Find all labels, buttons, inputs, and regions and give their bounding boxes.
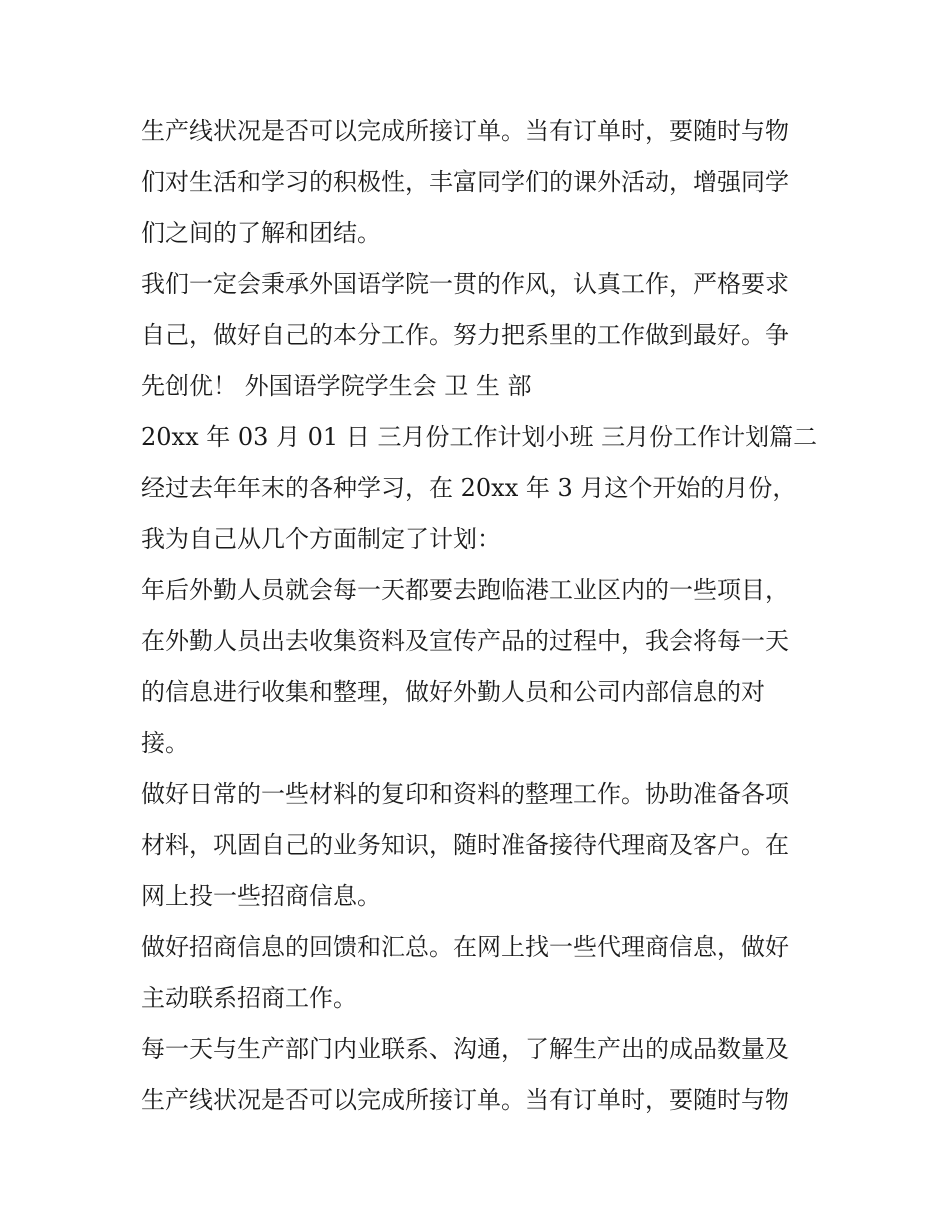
document-body (141, 106, 821, 1126)
text-line: 们对生活和学习的积极性，丰富同学们的课外活动，增强同学 (141, 168, 789, 196)
text-line: 自己，做好自己的本分工作。努力把系里的工作做到最好。争 (141, 321, 789, 349)
text-line: 网上投一些招商信息。 (141, 882, 381, 910)
text-line: 做好日常的一些材料的复印和资料的整理工作。协助准备各项 (141, 780, 789, 808)
text-line: 经过去年年末的各种学习，在 20xx 年 3 月这个开始的月份， (141, 474, 797, 502)
paragraph-2 (141, 259, 821, 412)
text-line: 在外勤人员出去收集资料及宣传产品的过程中，我会将每一天 (141, 627, 789, 655)
text-line: 生产线状况是否可以完成所接订单。当有订单时，要随时与物 (141, 1086, 789, 1114)
text-line: 每一天与生产部门内业联系、沟通，了解生产出的成品数量及 (141, 1035, 789, 1063)
text-line: 主动联系招商工作。 (141, 984, 357, 1012)
text-line: 做好招商信息的回馈和汇总。在网上找一些代理商信息，做好 (141, 933, 789, 961)
paragraph-7 (141, 1024, 821, 1126)
paragraph-6 (141, 922, 821, 1024)
text-line: 先创优！ 外国语学院学生会 卫 生 部 (141, 372, 532, 400)
paragraph-5 (141, 769, 821, 922)
text-line: 20xx 年 03 月 01 日 三月份工作计划小班 三月份工作计划篇二 (141, 423, 818, 451)
text-line: 生产线状况是否可以完成所接订单。当有订单时，要随时与物 (141, 117, 789, 145)
text-line: 我为自己从几个方面制定了计划： (141, 525, 501, 553)
text-line: 我们一定会秉承外国语学院一贯的作风，认真工作，严格要求 (141, 270, 789, 298)
text-line: 年后外勤人员就会每一天都要去跑临港工业区内的一些项目， (141, 576, 789, 604)
text-line: 接。 (141, 729, 189, 757)
text-line: 们之间的了解和团结。 (141, 219, 381, 247)
paragraph-4 (141, 565, 821, 769)
paragraph-3 (141, 412, 821, 565)
paragraph-1 (141, 106, 821, 259)
text-line: 的信息进行收集和整理，做好外勤人员和公司内部信息的对 (141, 678, 765, 706)
text-line: 材料，巩固自己的业务知识，随时准备接待代理商及客户。在 (141, 831, 789, 859)
